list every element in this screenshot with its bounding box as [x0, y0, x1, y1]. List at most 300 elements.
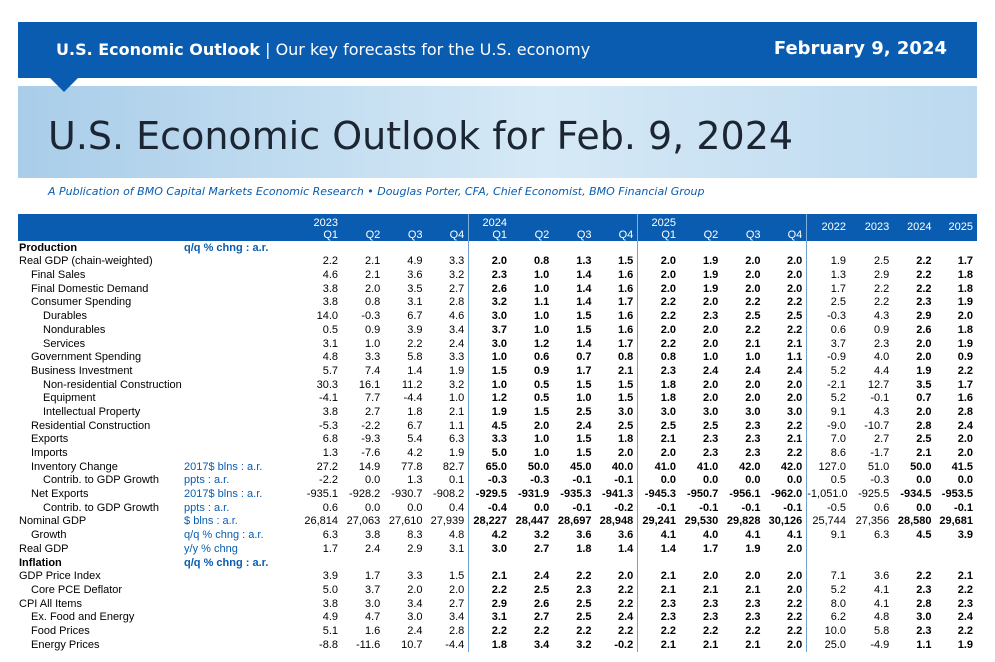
annual-value: -934.5 — [900, 488, 932, 501]
quarter-value: 2.0 — [660, 447, 676, 460]
row-label: Nominal GDP — [19, 515, 87, 528]
quarter-value: 1.0 — [491, 378, 507, 391]
quarter-value: 1.5 — [491, 364, 507, 377]
row-label: Final Domestic Demand — [31, 282, 149, 295]
annual-value — [936, 241, 977, 255]
quarter-value: -941.3 — [596, 487, 638, 501]
quarter-value: 2.0 — [765, 392, 807, 406]
annual-value: 0.0 — [957, 474, 973, 487]
quarter-value: 77.8 — [401, 460, 423, 473]
quarter-value — [722, 556, 764, 570]
row-label: Government Spending — [31, 351, 142, 364]
quarter-value: 14.9 — [358, 460, 381, 473]
annual-value: -953.5 — [941, 488, 973, 501]
quarter-value: 27,610 — [388, 515, 423, 528]
quarter-value: 2.7 — [533, 611, 550, 624]
quarter-value: 2.3 — [491, 269, 507, 282]
quarter-value: 3.6 — [407, 269, 423, 282]
row-unit: 2017$ blns : a.r. — [184, 488, 263, 501]
quarter-value: 2.0 — [745, 378, 761, 391]
annual-value: 3.7 — [830, 337, 847, 350]
quarter-value: 2.8 — [427, 624, 469, 638]
quarter-value: -4.4 — [403, 392, 423, 405]
quarter-value: 11.2 — [401, 378, 423, 391]
quarter-value: 2.9 — [407, 542, 423, 555]
annual-value: 50.0 — [910, 460, 932, 473]
quarter-value: 4.5 — [491, 419, 507, 432]
quarter-value: 2.0 — [660, 269, 676, 282]
quarter-value — [553, 556, 595, 570]
quarter-value: 3.6 — [596, 528, 638, 542]
table-row — [18, 528, 977, 542]
annual-value: 25.0 — [824, 638, 847, 651]
quarter-value: 28,948 — [596, 515, 638, 529]
quarter-value: 2.5 — [765, 309, 807, 323]
quarter-value: 0.0 — [364, 501, 381, 514]
quarter-value: 3.1 — [427, 542, 469, 556]
quarter-value — [553, 241, 595, 255]
quarter-label: Q1 — [661, 228, 676, 241]
quarter-label: Q1 — [323, 228, 338, 241]
header-tagline: | Our key forecasts for the U.S. economy — [265, 40, 591, 59]
quarter-value: 45.0 — [570, 460, 592, 473]
quarter-value: 42.0 — [765, 460, 807, 474]
quarter-value: 3.0 — [491, 542, 507, 555]
quarter-value: 6.7 — [407, 419, 423, 432]
quarter-value — [469, 241, 511, 255]
quarter-header — [300, 214, 342, 241]
quarter-label: Q3 — [407, 228, 423, 241]
quarter-header — [342, 214, 384, 241]
row-unit — [184, 364, 300, 378]
row-unit — [184, 309, 300, 323]
annual-value: 2.3 — [916, 583, 932, 596]
quarter-value: 1.5 — [576, 433, 592, 446]
annual-value: 1.3 — [830, 269, 847, 282]
quarter-value: 2.3 — [660, 364, 676, 377]
quarter-value: 1.6 — [596, 309, 638, 323]
annual-header: 2022 — [807, 214, 850, 241]
quarter-value — [596, 241, 638, 255]
quarter-value: 2.1 — [660, 433, 676, 446]
quarter-value: 1.7 — [364, 570, 381, 583]
quarter-value: 10.7 — [401, 638, 423, 651]
annual-value — [850, 542, 893, 556]
quarter-value: 2.4 — [533, 570, 550, 583]
quarter-value — [511, 556, 553, 570]
row-unit — [184, 638, 300, 652]
quarter-value: 1.7 — [702, 542, 719, 555]
row-unit: 2017$ blns : a.r. — [184, 460, 263, 473]
quarter-label: Q3 — [576, 228, 592, 241]
quarter-value: 3.1 — [322, 337, 338, 350]
quarter-value: 2.4 — [745, 364, 761, 377]
quarter-value: 1.2 — [491, 392, 507, 405]
row-label: Production — [19, 241, 78, 254]
quarter-value: 0.5 — [322, 323, 338, 336]
quarter-value — [680, 241, 722, 255]
quarter-value: 6.7 — [407, 310, 423, 323]
quarter-value: 0.7 — [576, 351, 592, 364]
quarter-header — [680, 214, 722, 241]
annual-value: 1.1 — [916, 638, 932, 651]
quarter-value: 0.4 — [427, 501, 469, 515]
quarter-value: 1.9 — [745, 542, 761, 555]
quarter-value: 3.8 — [322, 282, 338, 295]
row-label: Inflation — [19, 556, 62, 569]
row-unit: q/q % chng : a.r. — [184, 556, 269, 569]
page-title: U.S. Economic Outlook for Feb. 9, 2024 — [48, 114, 794, 158]
quarter-value: 3.0 — [745, 405, 761, 418]
quarter-value: 0.0 — [533, 501, 550, 514]
table-row — [18, 337, 977, 351]
annual-value: 1.7 — [957, 255, 973, 268]
quarter-value: 6.8 — [322, 433, 338, 446]
quarter-value: 2.3 — [745, 433, 761, 446]
annual-value: 2.5 — [916, 433, 932, 446]
year-header: 2025 — [651, 216, 676, 229]
quarter-value: 0.0 — [702, 474, 719, 487]
quarter-value: 40.0 — [596, 460, 638, 474]
quarter-value: 65.0 — [485, 460, 507, 473]
row-unit — [184, 378, 300, 392]
quarter-value: 4.7 — [364, 611, 381, 624]
annual-value — [936, 556, 977, 570]
quarter-value: 2.5 — [576, 611, 592, 624]
annual-value: 2.0 — [957, 447, 973, 460]
annual-value: 29,681 — [939, 515, 973, 528]
quarter-value: 2.2 — [576, 624, 592, 637]
quarter-value: 2.2 — [745, 323, 761, 336]
annual-value: 1.9 — [830, 255, 847, 268]
quarter-value: 1.0 — [533, 282, 550, 295]
annual-value: 6.3 — [873, 529, 890, 542]
quarter-value: 2.2 — [491, 624, 507, 637]
quarter-value: 2.2 — [745, 296, 761, 309]
row-unit — [184, 351, 300, 365]
row-unit — [184, 583, 300, 597]
quarter-value: 3.2 — [427, 378, 469, 392]
header-bar — [18, 22, 977, 78]
quarter-value: 4.6 — [322, 269, 338, 282]
quarter-value: -7.6 — [361, 447, 381, 460]
row-label: Real GDP — [19, 542, 69, 555]
quarter-value: -0.1 — [572, 474, 592, 487]
quarter-value: 1.9 — [427, 446, 469, 460]
quarter-value: 2.7 — [533, 542, 550, 555]
quarter-label: Q4 — [787, 228, 803, 241]
annual-value: 0.9 — [957, 351, 973, 364]
quarter-value: -0.3 — [530, 474, 550, 487]
quarter-value: 5.0 — [322, 583, 338, 596]
row-unit — [184, 268, 300, 282]
annual-value: 2.0 — [916, 351, 932, 364]
annual-value: 4.4 — [873, 364, 890, 377]
quarter-value: 2.1 — [765, 433, 807, 447]
quarter-value: 2.0 — [765, 282, 807, 296]
quarter-value: 2.2 — [660, 296, 676, 309]
quarter-value: 4.1 — [660, 529, 676, 542]
quarter-value: 2.2 — [660, 310, 676, 323]
quarter-header — [596, 214, 638, 241]
quarter-value: 2.2 — [765, 323, 807, 337]
quarter-value: 1.4 — [576, 282, 592, 295]
row-label: Durables — [43, 310, 88, 323]
annual-value: 6.2 — [830, 611, 847, 624]
quarter-value: 2.2 — [765, 446, 807, 460]
quarter-value: 2.4 — [596, 611, 638, 625]
annual-value: 0.6 — [830, 323, 847, 336]
quarter-value: 1.0 — [533, 323, 550, 336]
quarter-header — [384, 214, 426, 241]
row-label: Ex. Food and Energy — [31, 611, 135, 624]
quarter-value: 42.0 — [739, 460, 761, 473]
quarter-value: 3.5 — [407, 282, 423, 295]
quarter-value: 29,828 — [726, 515, 761, 528]
quarter-value: 1.0 — [533, 310, 550, 323]
quarter-value: 2.3 — [745, 611, 761, 624]
quarter-value: 0.6 — [533, 351, 550, 364]
quarter-value: 2.5 — [533, 583, 550, 596]
annual-value — [807, 241, 850, 255]
quarter-value: 2.0 — [765, 542, 807, 556]
quarter-value: 3.0 — [596, 405, 638, 419]
quarter-value: 4.1 — [765, 528, 807, 542]
header-date: February 9, 2024 — [773, 38, 947, 59]
quarter-value: 2.1 — [427, 405, 469, 419]
quarter-value: 4.9 — [407, 255, 423, 268]
quarter-value: 14.0 — [316, 310, 338, 323]
quarter-value — [384, 556, 426, 570]
annual-value: 1.6 — [957, 392, 973, 405]
quarter-value: 30,126 — [765, 515, 807, 529]
annual-value: -0.3 — [827, 310, 847, 323]
quarter-value: 0.5 — [533, 392, 550, 405]
quarter-value: 2.2 — [407, 337, 423, 350]
row-unit — [184, 446, 300, 460]
quarter-header — [638, 214, 680, 241]
quarter-value: 2.1 — [745, 638, 761, 651]
quarter-value: 1.3 — [322, 447, 338, 460]
annual-value: 4.3 — [873, 405, 890, 418]
annual-value: 1.9 — [957, 638, 973, 651]
annual-value: 1.8 — [957, 269, 973, 282]
quarter-value: -956.1 — [729, 488, 761, 501]
annual-value: 2.3 — [873, 337, 890, 350]
row-unit: ppts : a.r. — [184, 474, 230, 487]
row-unit: y/y % chng — [184, 542, 238, 555]
quarter-value: 2.5 — [745, 310, 761, 323]
quarter-value: 2.0 — [702, 392, 719, 405]
annual-value: -4.9 — [870, 638, 890, 651]
annual-value: -0.1 — [954, 501, 973, 514]
quarter-value: 2.5 — [576, 597, 592, 610]
annual-value: 2.2 — [916, 570, 932, 583]
quarter-value — [300, 241, 342, 255]
row-unit — [184, 597, 300, 611]
quarter-header — [511, 214, 553, 241]
quarter-value: 3.7 — [364, 583, 381, 596]
annual-value: 2.2 — [916, 269, 932, 282]
quarter-value: -0.3 — [488, 474, 507, 487]
row-label: Equipment — [43, 392, 96, 405]
quarter-value: 2.0 — [765, 378, 807, 392]
quarter-value: 2.1 — [491, 570, 507, 583]
quarter-value: 2.2 — [765, 597, 807, 611]
quarter-value: 1.9 — [702, 255, 719, 268]
annual-value: 4.1 — [873, 583, 890, 596]
row-unit — [184, 255, 300, 269]
quarter-value: 0.5 — [533, 378, 550, 391]
quarter-value: 2.3 — [702, 597, 719, 610]
quarter-value: 4.8 — [322, 351, 338, 364]
quarter-value: 1.0 — [702, 351, 719, 364]
quarter-value: 2.0 — [660, 282, 676, 295]
quarter-value: 1.8 — [660, 392, 676, 405]
quarter-value: 82.7 — [427, 460, 469, 474]
quarter-value: 2.7 — [427, 282, 469, 296]
quarter-value: -2.2 — [319, 474, 338, 487]
title-banner — [18, 86, 977, 178]
annual-value: -10.7 — [864, 419, 890, 432]
annual-value: 2.2 — [916, 282, 932, 295]
quarter-value: -929.5 — [475, 488, 507, 501]
quarter-value: 2.6 — [491, 282, 507, 295]
quarter-value: 50.0 — [527, 460, 550, 473]
annual-value: -0.3 — [870, 474, 890, 487]
quarter-value: 1.0 — [533, 447, 550, 460]
row-label: Core PCE Deflator — [31, 583, 123, 596]
quarter-value: 2.3 — [745, 447, 761, 460]
quarter-value: -0.1 — [572, 501, 592, 514]
quarter-value: 2.0 — [491, 255, 507, 268]
quarter-value: 2.8 — [427, 296, 469, 310]
row-unit — [184, 405, 300, 419]
table-row — [18, 282, 977, 296]
annual-value: 9.1 — [830, 405, 847, 418]
quarter-value — [765, 241, 807, 255]
quarter-value: 2.2 — [702, 624, 719, 637]
quarter-value: -5.3 — [319, 419, 338, 432]
annual-value: 1.7 — [830, 282, 847, 295]
quarter-value: 2.3 — [702, 447, 719, 460]
quarter-label: Q2 — [365, 228, 381, 241]
quarter-value: 3.3 — [364, 351, 381, 364]
annual-header: 2024 — [893, 214, 935, 241]
quarter-value: 3.2 — [491, 296, 507, 309]
quarter-value: 28,227 — [473, 515, 507, 528]
quarter-value: 1.8 — [491, 638, 507, 651]
quarter-value: 1.9 — [702, 269, 719, 282]
quarter-value: 3.3 — [407, 570, 423, 583]
annual-value: 2.8 — [916, 597, 932, 610]
quarter-value: 2.0 — [745, 269, 761, 282]
header-pointer — [50, 78, 78, 92]
annual-value: 2.8 — [916, 419, 932, 432]
quarter-value: 2.2 — [660, 337, 676, 350]
quarter-value: 1.2 — [533, 337, 550, 350]
quarter-header — [553, 214, 595, 241]
row-unit — [184, 624, 300, 638]
table-row — [18, 556, 977, 570]
quarter-label: Q4 — [449, 228, 465, 241]
annual-value: 4.5 — [916, 529, 932, 542]
quarter-value: 2.9 — [491, 597, 507, 610]
annual-value: -1.7 — [870, 447, 890, 460]
quarter-value: 3.8 — [364, 529, 381, 542]
annual-value: 1.9 — [957, 337, 973, 350]
row-unit: $ blns : a.r. — [184, 515, 238, 528]
quarter-value: -0.1 — [657, 501, 676, 514]
quarter-value: 2.7 — [364, 405, 381, 418]
annual-value: 0.7 — [916, 392, 932, 405]
quarter-value: 3.0 — [660, 405, 676, 418]
quarter-value: 2.0 — [702, 337, 719, 350]
quarter-value: -9.3 — [361, 433, 381, 446]
quarter-value: -935.1 — [306, 488, 338, 501]
table-row — [18, 419, 977, 433]
quarter-value: 2.1 — [745, 583, 761, 596]
quarter-value: 3.1 — [491, 611, 507, 624]
quarter-value: 6.3 — [322, 529, 338, 542]
quarter-value: 2.4 — [364, 542, 381, 555]
table-row — [18, 323, 977, 337]
annual-value — [893, 241, 935, 255]
quarter-value: -0.1 — [596, 474, 638, 488]
quarter-value: -0.2 — [596, 638, 638, 652]
quarter-value: 2.2 — [765, 296, 807, 310]
quarter-value: 2.2 — [660, 624, 676, 637]
quarter-value: 2.1 — [702, 583, 719, 596]
quarter-value: 1.5 — [576, 447, 592, 460]
quarter-value: 2.1 — [660, 583, 676, 596]
quarter-value: 2.0 — [765, 638, 807, 652]
quarter-value: 2.0 — [765, 583, 807, 597]
quarter-value: 4.8 — [427, 528, 469, 542]
quarter-value: 3.4 — [533, 638, 550, 651]
quarter-value: 2.1 — [660, 570, 676, 583]
quarter-value — [765, 556, 807, 570]
header-title — [56, 40, 590, 59]
row-unit — [184, 419, 300, 433]
quarter-value: 2.2 — [596, 597, 638, 611]
quarter-value: 3.0 — [765, 405, 807, 419]
quarter-value: 1.1 — [427, 419, 469, 433]
annual-value: 7.0 — [830, 433, 847, 446]
quarter-value: 3.2 — [533, 529, 550, 542]
quarter-value: 2.5 — [576, 405, 592, 418]
quarter-value: -11.6 — [355, 638, 381, 651]
quarter-value: 3.3 — [427, 255, 469, 269]
quarter-value: 1.6 — [596, 268, 638, 282]
row-unit — [184, 611, 300, 625]
annual-value: 5.2 — [830, 583, 847, 596]
table-row — [18, 433, 977, 447]
quarter-value: 1.8 — [576, 542, 592, 555]
quarter-value: 2.3 — [660, 597, 676, 610]
quarter-value: 2.3 — [745, 419, 761, 432]
quarter-value: 6.3 — [427, 433, 469, 447]
annual-value — [850, 241, 893, 255]
annual-value: 4.8 — [873, 611, 890, 624]
annual-value: -9.0 — [827, 419, 847, 432]
annual-value — [807, 556, 850, 570]
quarter-value: 3.6 — [576, 529, 592, 542]
quarter-value: 1.9 — [491, 405, 507, 418]
annual-value: 5.8 — [873, 624, 890, 637]
year-header: 2024 — [482, 216, 507, 229]
annual-value: 8.0 — [830, 597, 847, 610]
